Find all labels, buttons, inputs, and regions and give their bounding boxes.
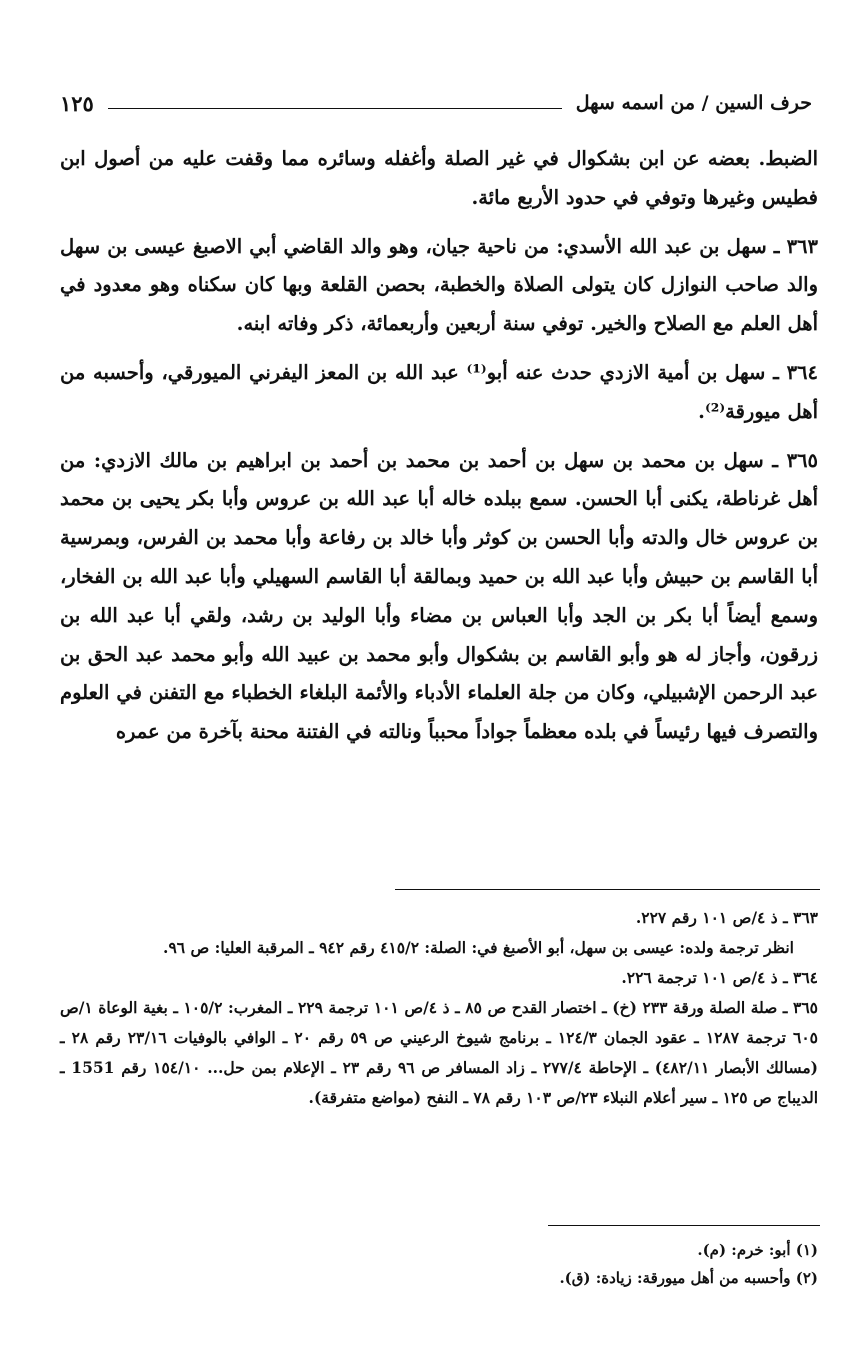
running-header <box>60 86 812 120</box>
main-text <box>60 140 818 762</box>
footnote-2: (٢) وأحسبه من أهل ميورقة: زيادة: (ق). <box>559 1269 818 1287</box>
source-notes <box>60 903 818 1113</box>
footnotes-divider <box>548 1225 820 1226</box>
entry-363: ٣٦٣ ـ سهل بن عبد الله الأسدي: من ناحية جيان، وهو والد القاضي أبي الاصبغ عيسى بن سهل والد صاحب النوازل كان يتولى الصلاة والخطبة، بحصن القلعة وبها كان سكناه وهو معدود في أهل العلم مع الصلاح والخير. توفي سنة أربعين وأربعمائة، ذكر وفاته ابنه. <box>60 234 818 336</box>
entry-364: ٣٦٤ ـ سهل بن أمية الازدي حدث عنه أبو⁽¹⁾ عبد الله بن المعز اليفرني الميورقي، وأحسبه من أهل ميورقة⁽²⁾. <box>60 360 818 423</box>
notes-divider <box>395 889 820 890</box>
note-364: ٣٦٤ ـ ذ ٤/ص ١٠١ ترجمة ٢٢٦. <box>621 968 818 987</box>
note-363: ٣٦٣ ـ ذ ٤/ص ١٠١ رقم ٢٢٧. <box>635 908 818 927</box>
entry-365: ٣٦٥ ـ سهل بن محمد بن سهل بن أحمد بن محمد بن أحمد بن ابراهيم بن مالك الازدي: من أهل غرناطة، يكنى أبا الحسن. سمع ببلده خاله أبا عبد الله بن عروس وأبا بكر يحيى بن محمد بن عروس خال والدته وأبا الحسن بن كوثر وأبا خالد بن رفاعة وأبا محمد بن الفرس، وبمرسية أبا القاسم بن حبيش وأبا عبد الله بن حميد وبمالقة أبا القاسم السهيلي وأبا عبد الله بن الفخار، وسمع أيضاً أبا بكر بن الجد وأبا العباس بن مضاء وأبا الوليد بن رشد، ولقي أبا عبد الله بن زرقون، وأجاز له هو وأبو القاسم بن بشكوال وأبو محمد بن عبيد الله وأبو محمد عبد الحق بن عبد الرحمن الإشبيلي، وكان من جلة العلماء الأدباء والأئمة البلغاء الخطباء مع التفنن في العلوم والتصرف فيها رئيساً في بلده معظماً جواداً محبباً ونالته في الفتنة محنة بآخرة من عمره <box>60 448 818 744</box>
page-number: ١٢٥ <box>60 90 94 116</box>
running-title: حرف السين / من اسمه سهل <box>575 92 812 114</box>
note-363-extra: انظر ترجمة ولده: عيسى بن سهل، أبو الأصبغ في: الصلة: ٤١٥/٢ رقم ٩٤٢ ـ المرقبة العليا: ص ٩٦. <box>163 938 794 957</box>
header-rule <box>108 108 562 109</box>
note-365: ٣٦٥ ـ صلة الصلة ورقة ٢٣٣ (خ) ـ اختصار القدح ص ٨٥ ـ ذ ٤/ص ١٠١ ترجمة ٢٢٩ ـ المغرب: ١٠٥/٢ ـ بغية الوعاة ١/ص ٦٠٥ ترجمة ١٢٨٧ ـ عقود الجمان ١٢٤/٣ ـ برنامج شيوخ الرعيني ص ٥٩ رقم ٢٠ ـ الوافي بالوفيات ٢٣/١٦ رقم ٢٨ ـ (مسالك الأبصار ٤٨٢/١١) ـ الإحاطة ٢٧٧/٤ ـ زاد المسافر ص ٩٦ رقم ٢٣ ـ الإعلام بمن حل... ١٥٤/١٠ رقم 1551 ـ الديباج ص ١٢٥ ـ سير أعلام النبلاء ٢٣/ص ١٠٣ رقم ٧٨ ـ النفح (مواضع متفرقة). <box>60 998 818 1107</box>
footnotes <box>60 1236 818 1292</box>
paragraph-continuation: الضبط. بعضه عن ابن بشكوال في غير الصلة وأغفله وسائره مما وقفت عليه من أصول ابن فطيس وغيرها وتوفي في حدود الأربع مائة. <box>60 147 818 209</box>
footnote-1: (١) أبو: خرم: (م). <box>697 1241 818 1259</box>
